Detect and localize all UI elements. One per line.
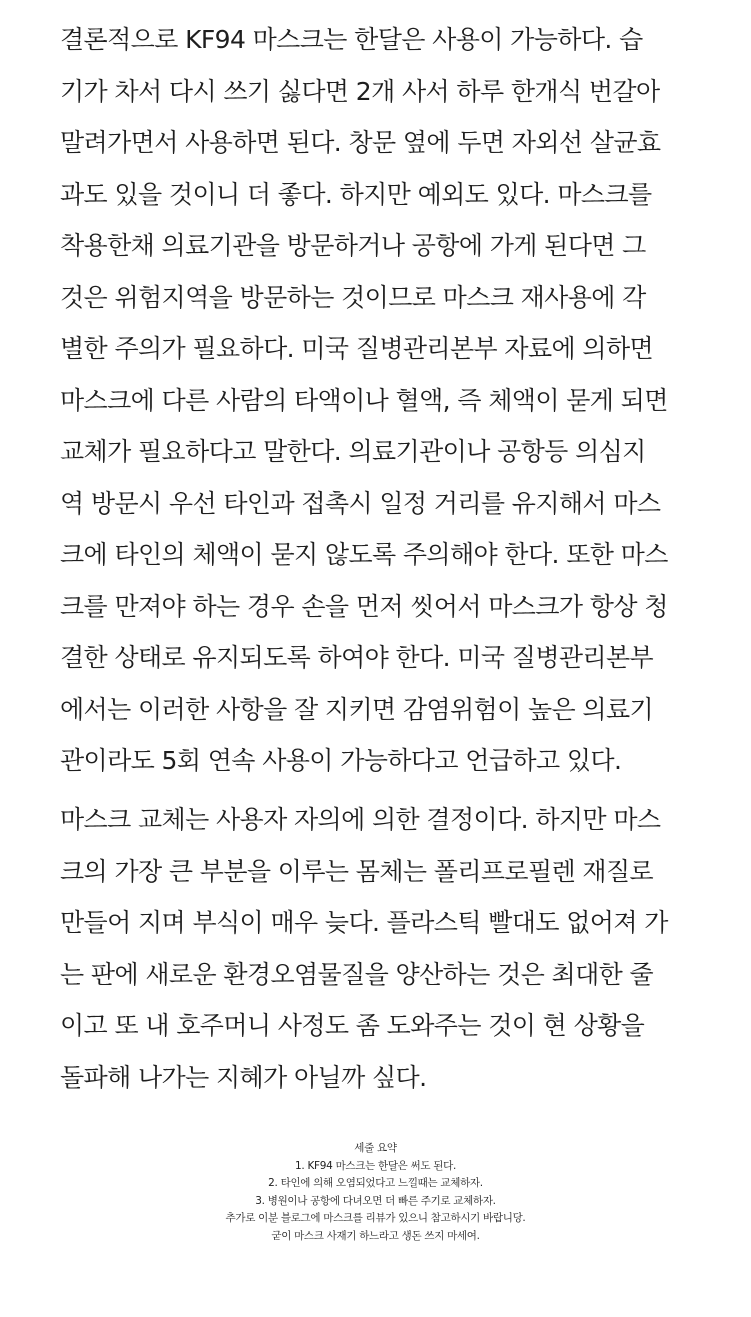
text-line: 기가 차서 다시 쓰기 싫다면 2개 사서 하루 한개식 번갈아	[60, 76, 660, 106]
text-line: 만들어 지며 부식이 매우 늦다. 플라스틱 빨대도 없어져 가	[60, 908, 668, 937]
text-line: 교체가 필요하다고 말한다. 의료기관이나 공항등 의심지	[60, 437, 646, 466]
text-line: 마스크에 다른 사람의 타액이나 혈액, 즉 체액이 묻게 되면	[60, 385, 668, 415]
summary-line: 3. 병원이나 공항에 다녀오면 더 빠른 주기로 교체하자.	[255, 1194, 496, 1207]
text-line: 역 방문시 우선 타인과 접촉시 일정 거리를 유지해서 마스	[60, 488, 661, 518]
text-line: 돌파해 나가는 지혜가 아닐까 싶다.	[60, 1062, 427, 1092]
paragraph-mask-reuse	[60, 14, 720, 787]
text-line: 는 판에 새로운 환경오염물질을 양산하는 것은 최대한 줄	[60, 959, 654, 989]
summary-line: 2. 타인에 의해 오염되었다고 느낄때는 교체하자.	[268, 1177, 483, 1190]
text-line: 마스크 교체는 사용자 자의에 의한 결정이다. 하지만 마스	[60, 805, 661, 834]
text-line: 결한 상태로 유지되도록 하여야 한다. 미국 질병관리본부	[60, 643, 654, 672]
text-line: 결론적으로 KF94 마스크는 한달은 사용이 가능하다. 습	[60, 25, 643, 54]
text-line: 착용한채 의료기관을 방문하거나 공항에 가게 된다면 그	[60, 231, 646, 260]
text-line: 크의 가장 큰 부분을 이루는 몸체는 폴리프로필렌 재질로	[60, 856, 654, 886]
paragraph-mask-replacement	[60, 794, 720, 1103]
text-line: 것은 위험지역을 방문하는 것이므로 마스크 재사용에 각	[60, 282, 646, 312]
text-line: 이고 또 내 호주머니 사정도 좀 도와주는 것이 현 상황을	[60, 1011, 645, 1040]
summary-line: 추가로 이분 블로그에 마스크를 리뷰가 있으니 참고하시기 바랍니당.	[225, 1212, 526, 1225]
summary-block	[0, 1140, 751, 1246]
text-line: 말려가면서 사용하면 된다. 창문 옆에 두면 자외선 살균효	[60, 128, 661, 157]
text-line: 크에 타인의 체액이 묻지 않도록 주의해야 한다. 또한 마스	[60, 540, 668, 569]
text-line: 별한 주의가 필요하다. 미국 질병관리본부 자료에 의하면	[60, 334, 654, 363]
summary-title: 세줄 요약	[354, 1142, 397, 1154]
text-line: 관이라도 5회 연속 사용이 가능하다고 언급하고 있다.	[60, 746, 622, 775]
summary-line: 1. KF94 마스크는 한달은 써도 된다.	[294, 1159, 456, 1172]
summary-line: 굳이 마스크 사재기 하느라고 생돈 쓰지 마세여.	[271, 1229, 480, 1242]
text-line: 과도 있을 것이니 더 좋다. 하지만 예외도 있다. 마스크를	[60, 179, 652, 209]
text-line: 크를 만져야 하는 경우 손을 먼저 씻어서 마스크가 항상 청	[60, 591, 668, 621]
text-line: 에서는 이러한 사항을 잘 지키면 감염위험이 높은 의료기	[60, 694, 654, 724]
